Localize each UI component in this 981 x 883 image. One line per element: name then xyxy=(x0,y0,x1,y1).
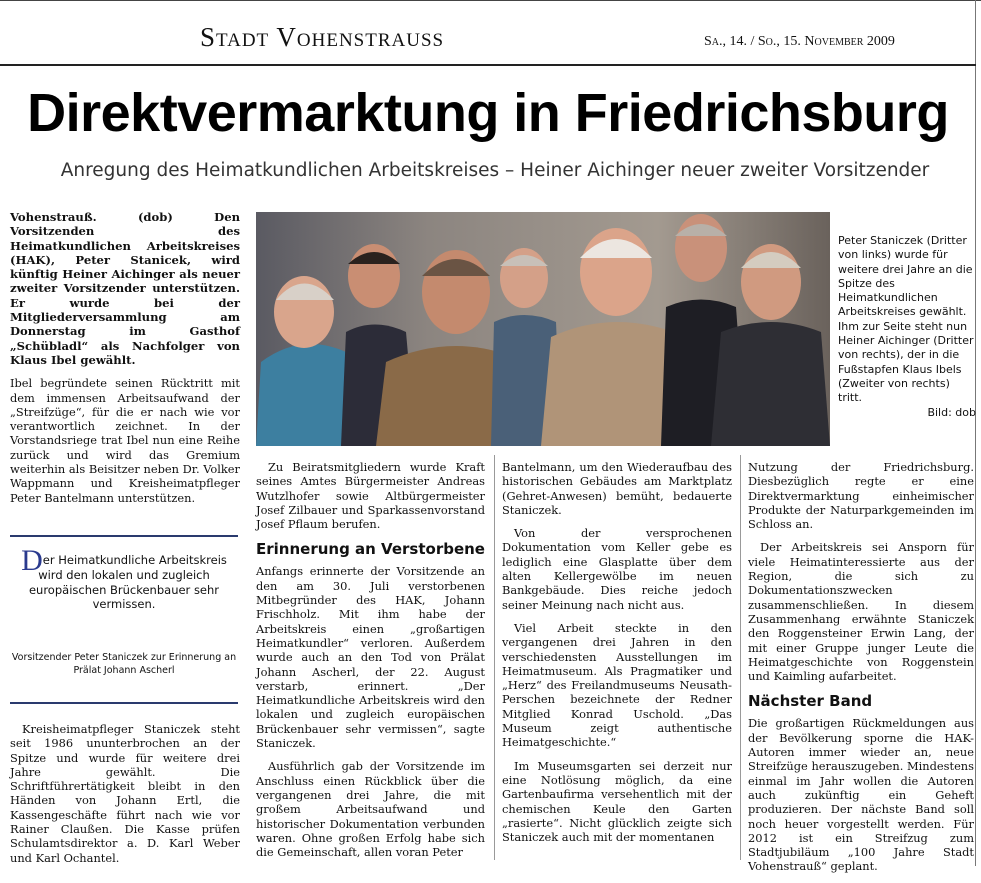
paragraph: Von der versprochenen Dokumentation vom Keller gebe es lediglich eine Glasplatte über dem alten Kellergewölbe im neuen Bankgebäude. Dies reiche jedoch seiner Meinung nach nicht aus. xyxy=(502,526,732,612)
paragraph: Nutzung der Friedrichsburg. Diesbezüglich regte er eine Direktvermarktung einheimischer Produkte der Naturparkgemeinden im Schloss an. xyxy=(748,460,974,532)
paragraph: Der Arbeitskreis sei Ansporn für viele Heimatinteressierte aus der Region, die sich zu Dokumentationszwecken zusammenschließen. In diesem Zusammenhang erwähnte Staniczek den Roggensteiner Erwin Lang, der mit einer Gruppe junger Leute die Heimatgeschichte von Roggenstein und Kaimling aufarbeitet. xyxy=(748,540,974,684)
group-photo xyxy=(256,212,830,446)
crosshead: Erinnerung an Verstorbene xyxy=(256,540,485,559)
caption-text: Peter Staniczek (Dritter von links) wurde für weitere drei Jahre an die Spitze des Heimatkundlichen Arbeitskreises gewählt. Ihm zur Seite steht nun Heiner Aichinger (Dritter von rechts), der in die Fußstapfen Klaus Ibels (Zweiter von rechts) tritt. xyxy=(838,234,974,405)
subheadline: Anregung des Heimatkundlichen Arbeitskreises – Heiner Aichinger neuer zweiter Vorsitzender xyxy=(60,160,930,181)
headline: Direktvermarktung in Friedrichsburg xyxy=(27,83,949,143)
paragraph: Bantelmann, um den Wiederaufbau des historischen Gebäudes am Marktplatz (Gehret-Anwesen) bemüht, bedauerte Staniczek. xyxy=(502,460,732,517)
paragraph: Die großartigen Rückmeldungen aus der Bevölkerung sporne die HAK-Autoren immer wieder an, neue Streifzüge herauszugeben. Mindestens einmal im Jahr wollen die Autoren auch zukünftig ein Geheft produzieren. Der nächste Band soll noch heuer vorgestellt werden. Für 2012 ist ein Streifzug zum Stadtjubiläum „100 Jahre Stadt Vohenstrauß“ geplant. xyxy=(748,716,974,874)
header-rule xyxy=(0,64,976,66)
photo-image xyxy=(256,212,830,446)
paragraph: Anfangs erinnerte der Vorsitzende an den am 30. Juli verstorbenen Mitbegründer des HAK, Johann Frischholz. Mit ihm habe der Arbeitskreis einen „großartigen Heimatkundler“ verloren. Außerdem wurde auch an den Tod von Prälat Johann Ascherl, der 22. August verstarb, erinnert. „Der Heimatkundliche Arbeitskreis wird den lokalen und zugleich europäischen Brückenbauer sehr vermissen“, sagte Staniczek. xyxy=(256,564,485,751)
pull-quote xyxy=(10,544,238,612)
column-1-bottom xyxy=(10,722,240,874)
paragraph: Ausführlich gab der Vorsitzende im Anschluss einen Rückblick über die vergangenen drei Jahre, die mit großem Arbeitsaufwand und historischer Dokumentation verbunden waren. Ohne großen Erfolg habe sich die Gemeinschaft, allen voran Peter xyxy=(256,759,485,860)
paragraph: Kreisheimatpfleger Staniczek steht seit 1986 ununterbrochen an der Spitze und wurde für weitere drei Jahre gewählt. Die Schriftführertätigkeit bleibt in den Händen von Johann Ertl, die Kassengeschäfte führt nach wie vor Rainer Claußen. Die Kasse prüfen Schulamtsdirektor a. D. Karl Weber und Karl Ochantel. xyxy=(10,722,240,865)
paragraph: Ibel begründete seinen Rücktritt mit dem immensen Arbeitsaufwand der „Streifzüge“, für die er nach wie vor verantwortlich zeichnet. In der Vorstandsriege trat Ibel nun eine Reihe zurück und wird das Gremium weiterhin als Beisitzer neben Dr. Volker Wappmann und Kreisheimatpfleger Peter Bantelmann unterstützen. xyxy=(10,376,240,505)
top-border xyxy=(0,0,981,1)
column-3 xyxy=(502,460,732,853)
photo-credit: Bild: dob xyxy=(927,405,976,419)
section-title: Stadt Vohenstrauss xyxy=(200,22,445,52)
photo-caption xyxy=(838,234,976,420)
lead-paragraph: Vohenstrauß. (dob) Den Vorsitzenden des Heimatkundlichen Arbeitskreises (HAK), Peter Stanicek, wird künftig Heiner Aichinger als neuer zweiter Vorsitzender unterstützen. Er wurde bei der Mitgliederversammlung am Donnerstag im Gasthof „Schübladl“ als Nachfolger von Klaus Ibel gewählt. xyxy=(10,210,240,367)
pull-quote-text: er Heimatkundliche Arbeitskreis wird den lokalen und zugleich europäischen Brückenbauer sehr vermissen. xyxy=(28,553,227,611)
paragraph: Im Museumsgarten sei derzeit nur eine Notlösung möglich, da eine Gartenbaufirma versehentlich mit der chemischen Keule den Garten „rasierte“. Nicht glücklich zeigte sich Staniczek auch mit der momentanen xyxy=(502,758,732,845)
paragraph: Zu Beiratsmitgliedern wurde Kraft seines Amtes Bürgermeister Andreas Wutzlhofer sowie Altbürgermeister Josef Zilbauer und Sparkassenvorstand Josef Pflaum berufen. xyxy=(256,460,485,532)
column-separator xyxy=(740,455,741,860)
column-1 xyxy=(10,210,240,514)
crosshead: Nächster Band xyxy=(748,692,873,711)
column-4 xyxy=(748,460,974,883)
drop-cap: D xyxy=(21,544,43,577)
pull-quote-box xyxy=(10,535,238,704)
issue-date: Sa., 14. / So., 15. November 2009 xyxy=(704,34,895,49)
column-separator xyxy=(494,455,495,860)
pull-quote-attribution: Vorsitzender Peter Staniczek zur Erinnerung an Prälat Johann Ascherl xyxy=(11,652,237,676)
column-2 xyxy=(256,460,485,868)
paragraph: Viel Arbeit steckte in den vergangenen drei Jahren in den verschiedensten Ausstellungen im Heimatmuseum. Als Pragmatiker und „Herz“ des Freilandmuseums Neusath-Perschen bezeichnete der Redner Mitglied Konrad Uschold. „Das Museum zeigt authentische Heimatgeschichte.“ xyxy=(502,620,732,750)
